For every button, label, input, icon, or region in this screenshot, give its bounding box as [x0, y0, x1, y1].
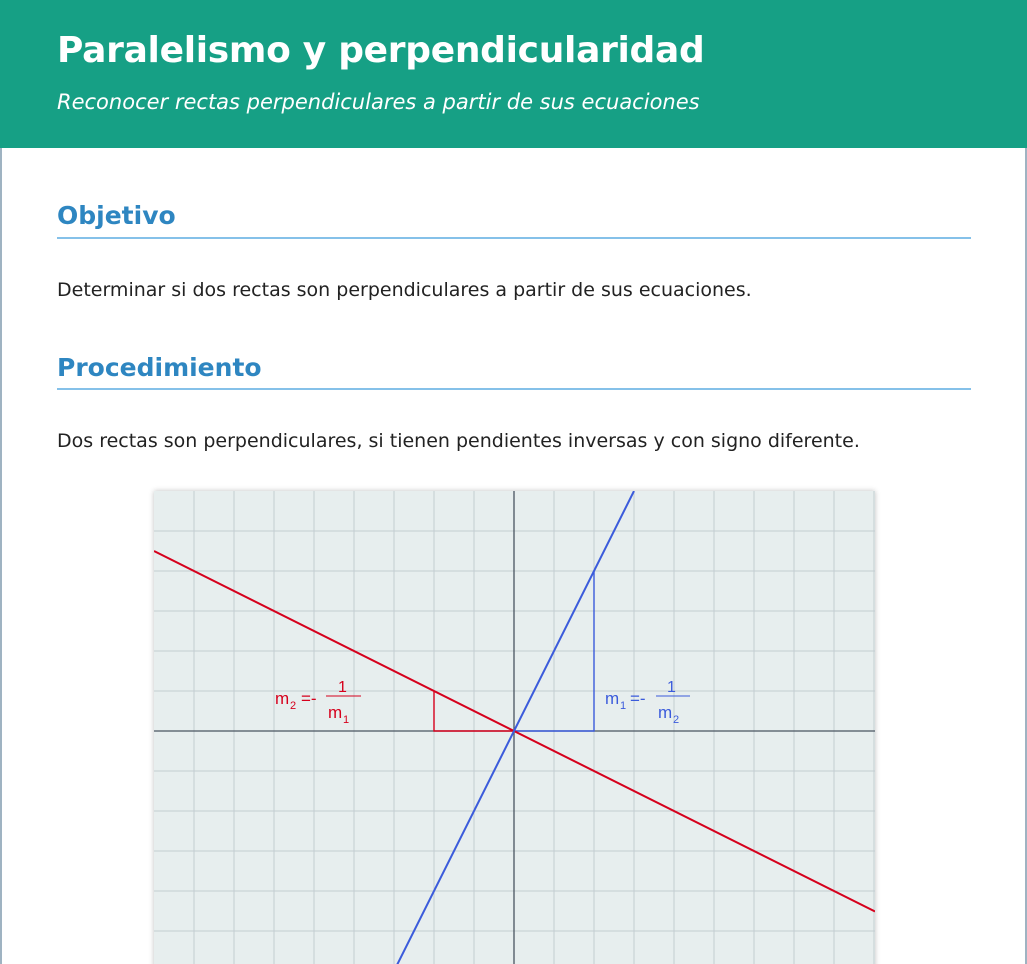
formula-2-eq: =- [301, 689, 317, 708]
formula-2-denominator: m [328, 703, 343, 722]
page-title: Paralelismo y perpendicularidad [57, 30, 705, 71]
header-banner [0, 0, 1027, 148]
formula-1-lhs: m [605, 689, 620, 708]
formula-1-numerator: 1 [667, 679, 676, 696]
objective-text: Determinar si dos rectas son perpendiculares a partir de sus ecuaciones. [57, 279, 752, 301]
objective-heading: Objetivo [57, 199, 971, 239]
perpendicular-lines-figure [154, 491, 875, 964]
formula-1-denominator-sub: 2 [673, 714, 680, 726]
formula-2-numerator: 1 [338, 679, 347, 696]
formula-2-lhs: m [275, 689, 290, 708]
formula-2-denominator-sub: 1 [343, 714, 350, 726]
formula-1-lhs-sub: 1 [620, 700, 627, 712]
formula-1-denominator: m [658, 703, 673, 722]
slope-formula-1 [605, 679, 690, 726]
procedure-heading: Procedimiento [57, 351, 971, 390]
formula-2-lhs-sub: 2 [290, 700, 297, 712]
procedure-text: Dos rectas son perpendiculares, si tienen pendientes inversas y con signo diferente. [57, 430, 860, 452]
formula-1-eq: =- [630, 689, 646, 708]
slope-formula-2 [275, 679, 361, 726]
coordinate-plane [154, 491, 875, 964]
page-subtitle: Reconocer rectas perpendiculares a partir de sus ecuaciones [57, 90, 700, 114]
